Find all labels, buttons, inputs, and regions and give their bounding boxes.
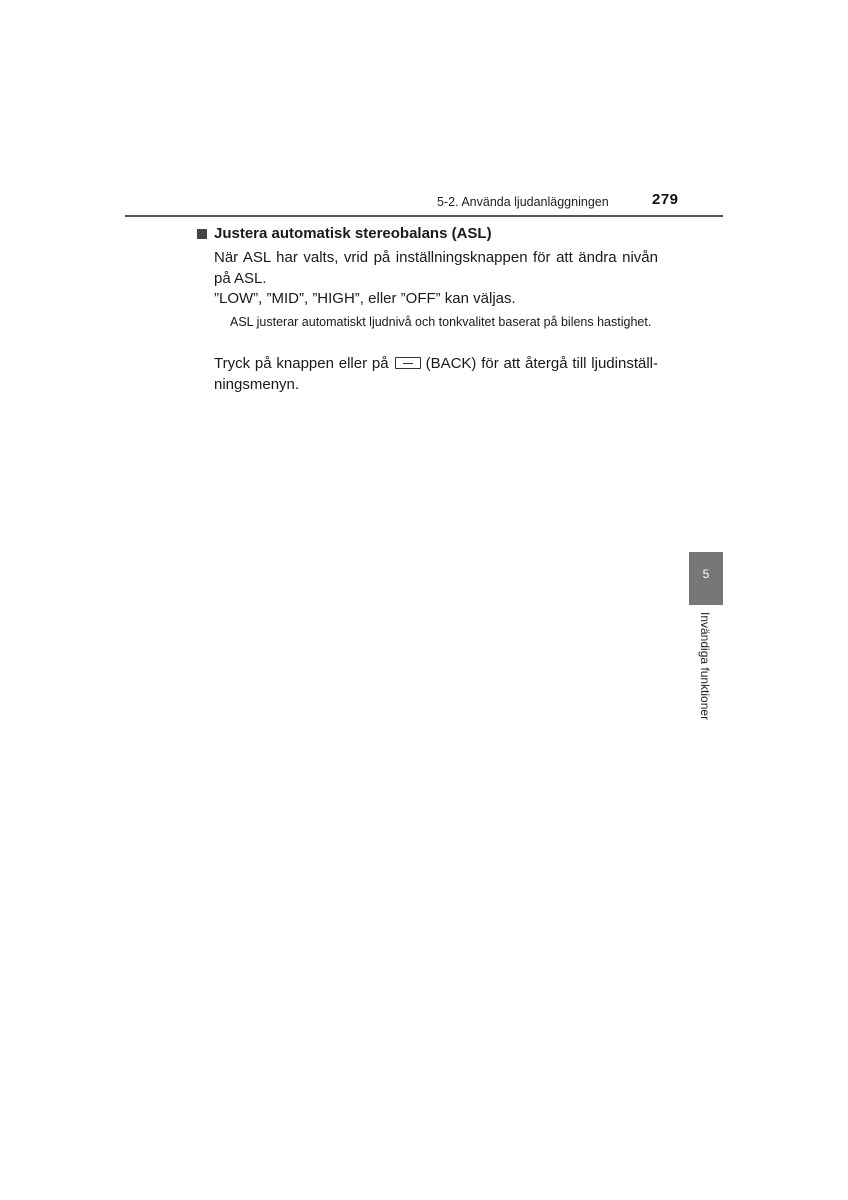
chapter-tab xyxy=(689,552,723,605)
paragraph-back-text-before: Tryck på knappen eller på xyxy=(214,355,389,372)
paragraph-asl-level: När ASL har valts, vrid på inställningsknappen för att ändra nivån på ASL. xyxy=(214,249,658,287)
square-bullet-icon xyxy=(197,229,207,239)
note-asl: ASL justerar automatiskt ljudnivå och tonkvalitet baserat på bilens hastighet. xyxy=(230,315,652,329)
section-heading xyxy=(197,225,492,242)
chapter-tab-label: Invändiga funktioner xyxy=(698,612,712,721)
paragraph-back-text-after: (BACK) för att återgå till ljudinställ-ningsmenyn. xyxy=(214,355,658,393)
header-section-title: 5-2. Använda ljudanläggningen xyxy=(437,195,609,209)
paragraph-back xyxy=(214,353,658,395)
header-rule xyxy=(125,215,723,217)
back-button-icon xyxy=(395,357,421,369)
paragraph-asl-options: ”LOW”, ”MID”, ”HIGH”, eller ”OFF” kan väljas. xyxy=(214,290,516,307)
page-number: 279 xyxy=(652,191,679,208)
chapter-tab-number: 5 xyxy=(702,567,710,581)
section-heading-text: Justera automatisk stereobalans (ASL) xyxy=(214,225,492,242)
